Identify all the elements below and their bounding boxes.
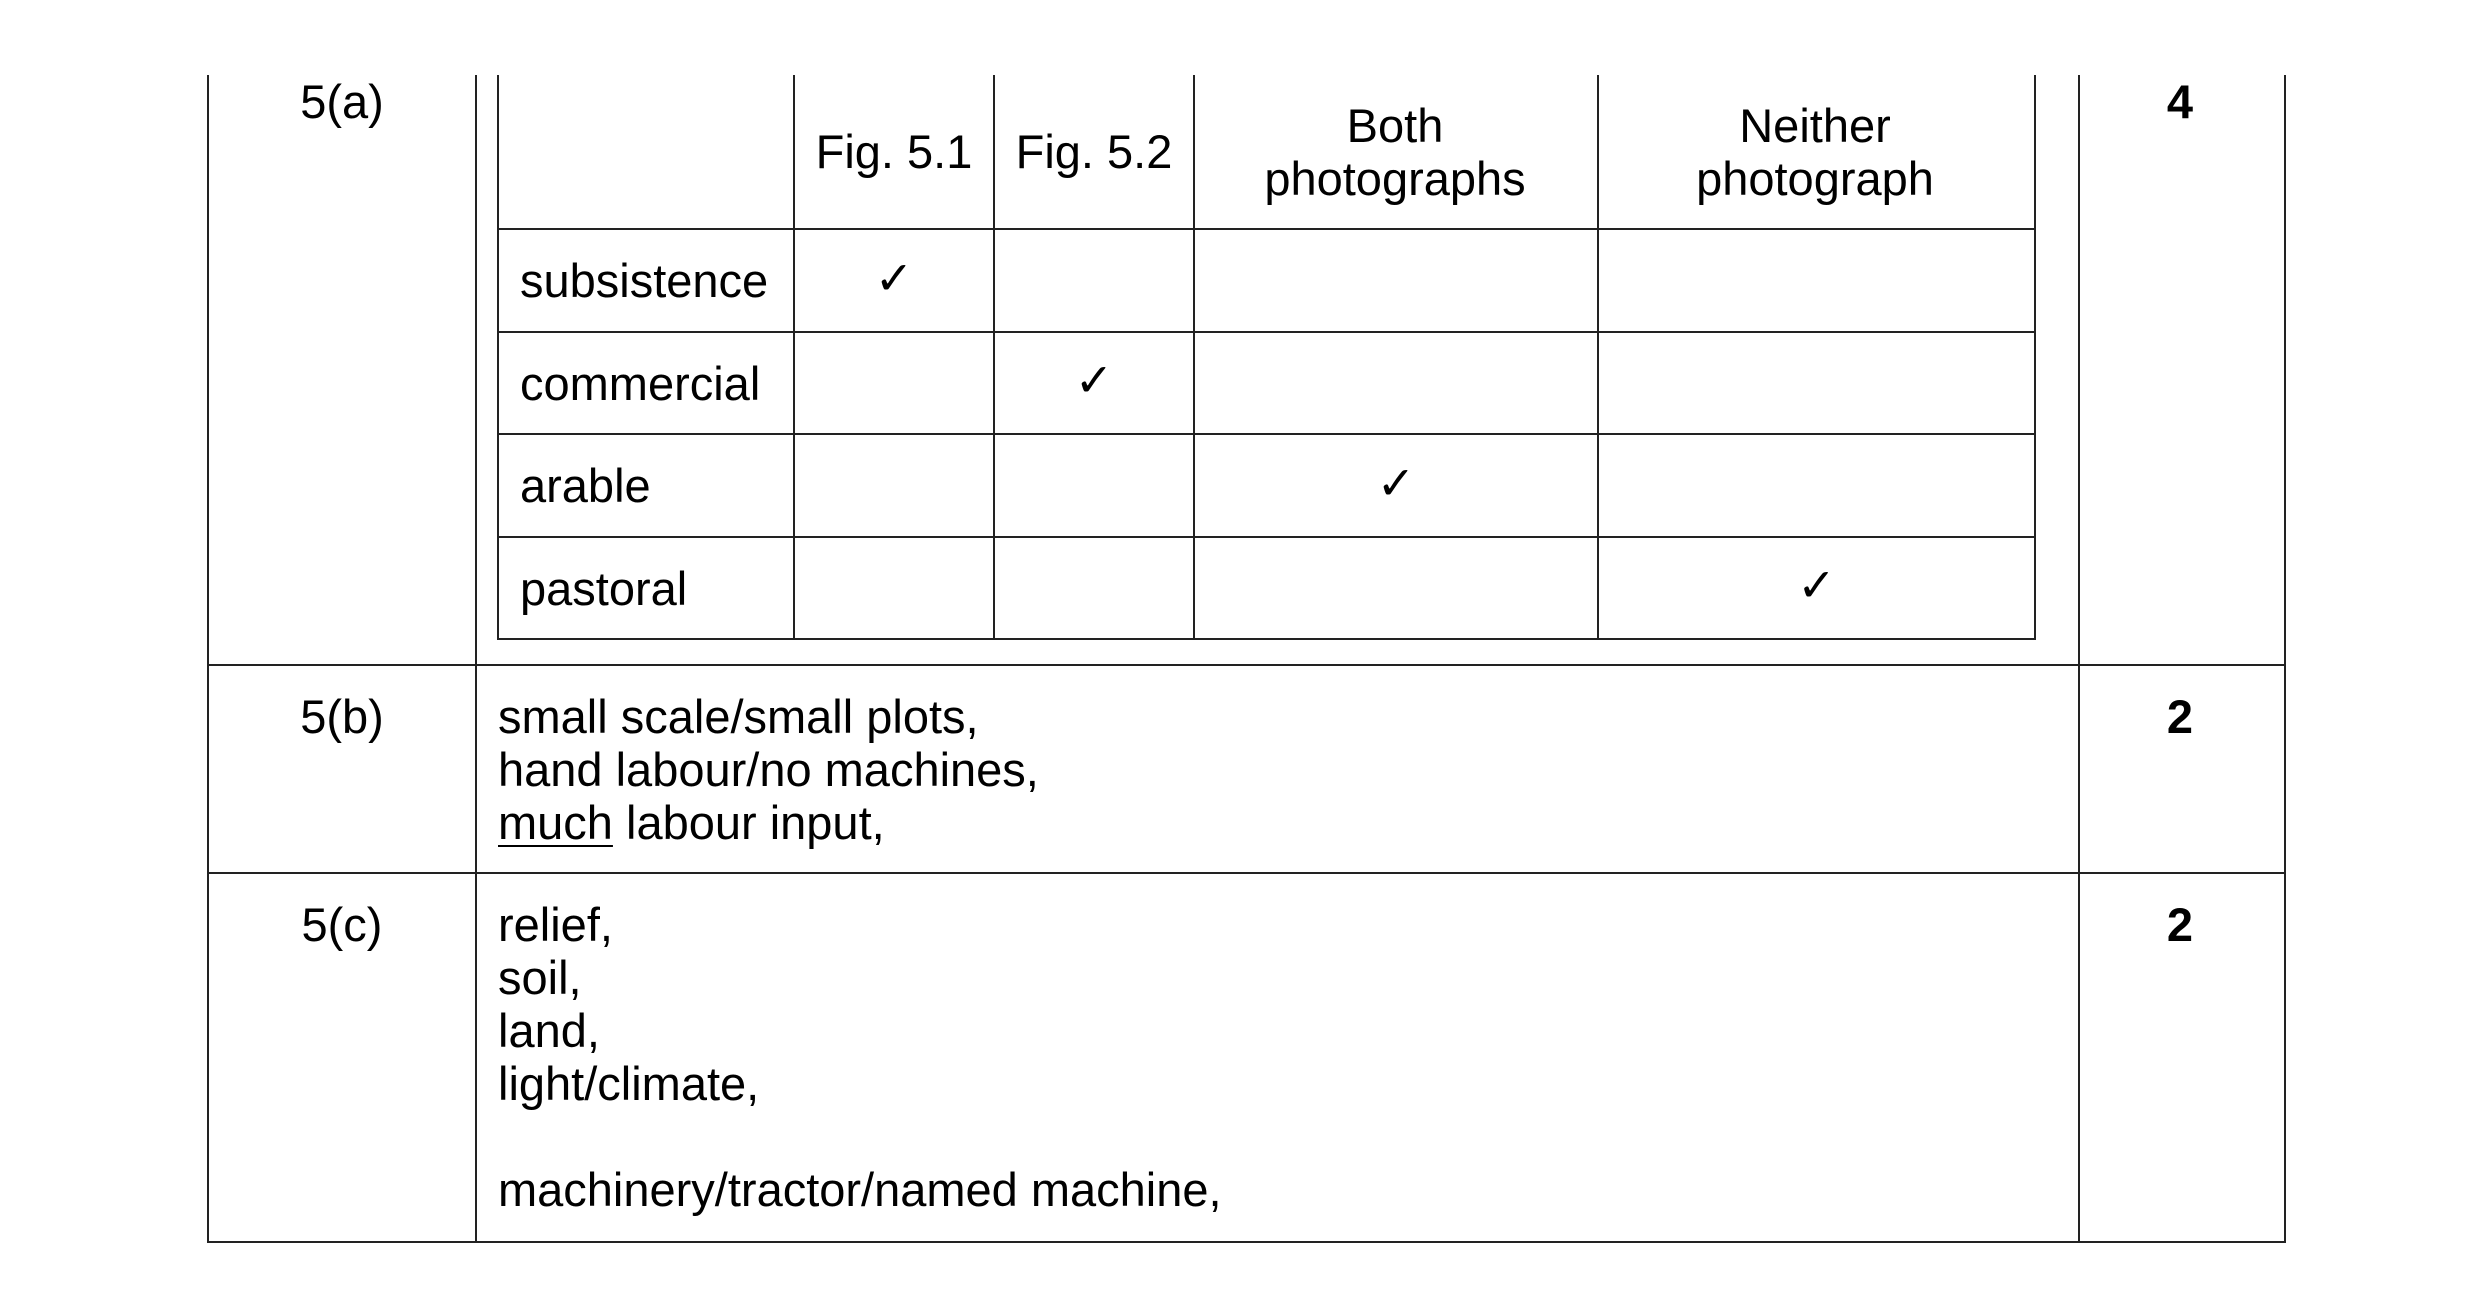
answer-line: land, [498, 1004, 600, 1057]
row-label-pastoral: pastoral [520, 561, 688, 615]
tick-table-rule [1193, 75, 1195, 640]
underlined-word: much [498, 796, 613, 849]
answer-line: machinery/tractor/named machine, [498, 1163, 1222, 1216]
marks-5b: 2 [2166, 690, 2194, 743]
answer-5b [498, 690, 1039, 849]
tick-mark-icon: ✓ [1376, 455, 1416, 510]
tick-table-rule [497, 75, 499, 640]
answer-line: hand labour/no machines, [498, 743, 1039, 796]
tick-table-rule [497, 638, 2036, 640]
row-label-subsistence: subsistence [520, 254, 769, 307]
marks-5c: 2 [2166, 898, 2194, 951]
header-both-photographs: Both photographs [1264, 98, 1526, 205]
outer-left-border [207, 75, 209, 1243]
answer-line: light/climate, [498, 1057, 760, 1110]
tick-mark-icon: ✓ [1797, 558, 1836, 612]
row-divider-b-c [207, 872, 2286, 874]
column-divider-question [475, 75, 477, 1243]
outer-right-border [2284, 75, 2286, 1243]
answer-line: relief, [498, 898, 613, 951]
row-label-commercial: commercial [520, 356, 761, 410]
answer-line-rest: labour input, [612, 796, 885, 849]
header-fig-5-2: Fig. 5.2 [1015, 125, 1173, 178]
answer-line-blank [498, 1110, 1222, 1163]
answer-5c [498, 898, 1222, 1216]
question-number-5c: 5(c) [301, 898, 383, 951]
answer-line: soil, [498, 951, 582, 1004]
row-divider-a-b [207, 664, 2286, 666]
tick-table-rule [2034, 75, 2036, 640]
row-label-arable: arable [520, 459, 651, 512]
marks-5a: 4 [2166, 75, 2194, 128]
answer-line [498, 796, 1039, 849]
question-number-5a: 5(a) [300, 75, 384, 128]
answer-line: small scale/small plots, [498, 690, 979, 743]
outer-bottom-border [207, 1241, 2286, 1243]
tick-mark-icon: ✓ [874, 250, 914, 305]
header-neither-photograph: Neither photograph [1696, 98, 1934, 205]
tick-mark-icon: ✓ [1074, 353, 1114, 407]
header-fig-5-1: Fig. 5.1 [815, 125, 973, 178]
column-divider-marks [2078, 75, 2080, 1243]
question-number-5b: 5(b) [300, 690, 384, 743]
